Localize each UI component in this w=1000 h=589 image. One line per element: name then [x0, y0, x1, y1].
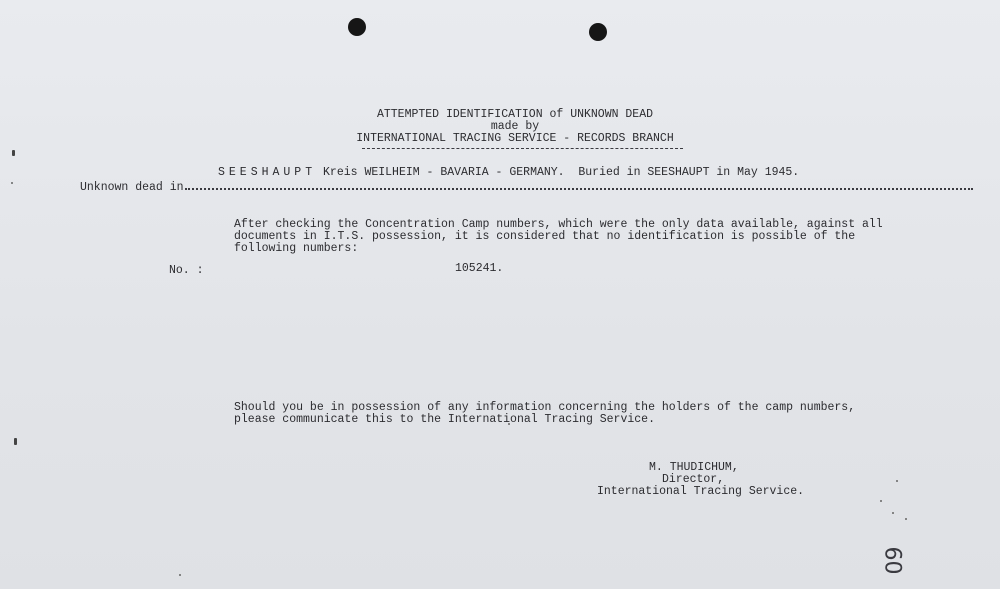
- speck: [892, 512, 894, 514]
- punch-hole-left: [348, 18, 366, 36]
- location-line: [218, 166, 799, 179]
- location-place: SEESHAUPT: [218, 166, 317, 179]
- body-line-1: After checking the Concentration Camp numbers, which were the only data available, against all: [234, 218, 883, 231]
- signature-title: Director,: [662, 473, 725, 486]
- speck: [179, 574, 181, 576]
- margin-mark: [14, 438, 17, 445]
- camp-number: 105241.: [455, 262, 504, 275]
- header-underline: [362, 148, 683, 149]
- header-title: ATTEMPTED IDENTIFICATION of UNKNOWN DEAD: [376, 108, 654, 121]
- unknown-dead-label: Unknown dead in: [80, 181, 184, 194]
- speck: [896, 480, 898, 482]
- speck: [905, 518, 907, 520]
- margin-mark: [12, 150, 15, 156]
- speck: [880, 500, 882, 502]
- punch-hole-right: [589, 23, 607, 41]
- header-made-by: made by: [490, 120, 540, 133]
- dotted-fill-line: [185, 188, 973, 190]
- body-line-2: documents in I.T.S. possession, it is considered that no identification is possible of the: [234, 230, 856, 243]
- page-number: 60: [879, 546, 905, 575]
- header-organization: INTERNATIONAL TRACING SERVICE - RECORDS BRANCH: [356, 132, 674, 145]
- speck: [11, 182, 13, 184]
- location-details: Kreis WEILHEIM - BAVARIA - GERMANY. Buried in SEESHAUPT in May 1945.: [323, 166, 800, 179]
- request-line-1: Should you be in possession of any information concerning the holders of the camp numbers,: [234, 401, 856, 414]
- signature-name: M. THUDICHUM,: [649, 461, 739, 474]
- signature-organization: International Tracing Service.: [597, 485, 805, 498]
- body-line-3: following numbers:: [234, 242, 359, 255]
- numbers-label: No. :: [169, 264, 204, 277]
- request-line-2: please communicate this to the International Tracing Service.: [234, 413, 655, 426]
